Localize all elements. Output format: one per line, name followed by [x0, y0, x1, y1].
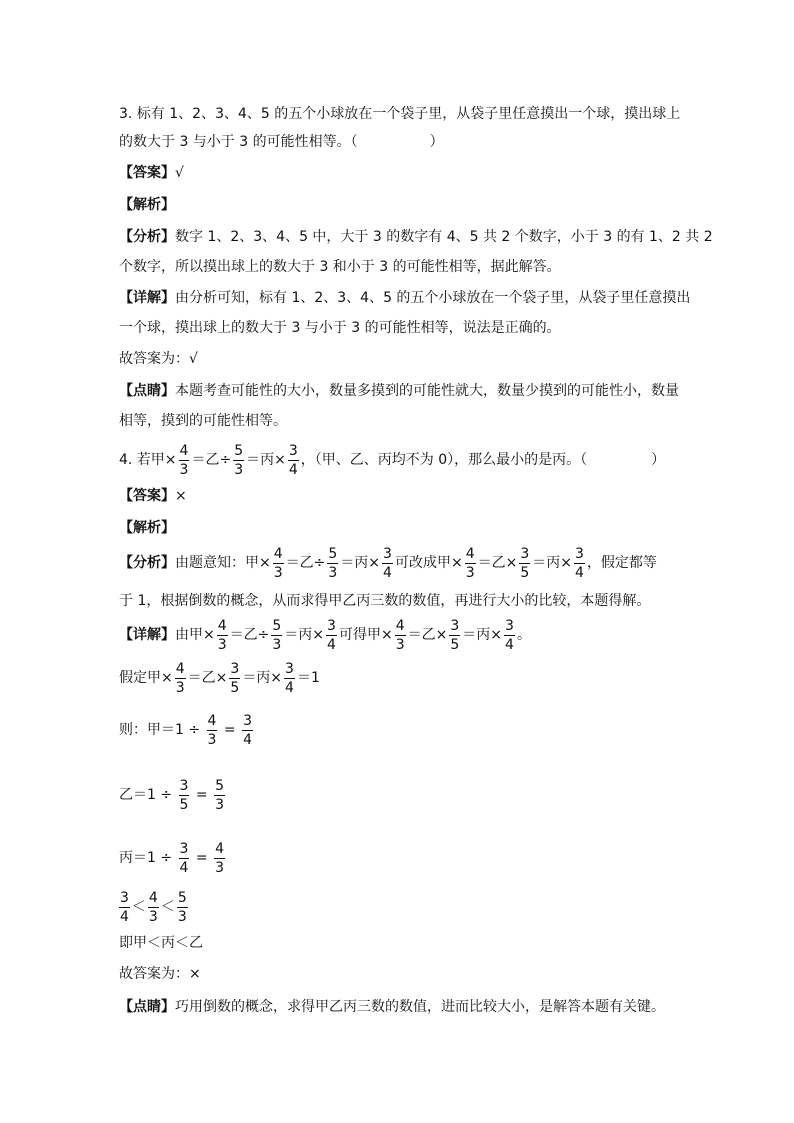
- fraction-3-4: [574, 547, 585, 580]
- q4-stem-text: ＝乙÷: [191, 452, 232, 468]
- answer-tag: 【答案】: [119, 488, 175, 504]
- denominator: 3: [148, 908, 158, 925]
- denominator: 3: [273, 564, 283, 581]
- q4-fenxi-line1: [119, 543, 657, 583]
- numerator: 4: [217, 617, 227, 634]
- fenxi-text: ＝丙×: [340, 555, 381, 571]
- fraction-4-3: [395, 619, 406, 652]
- fenxi-text: 数字 1、2、3、4、5 中，大于 3 的数字有 4、5 共 2 个数字，小于 3 的有 1、2 共 2: [175, 229, 713, 245]
- q4-guda-line: [119, 964, 201, 984]
- xiangjie-text: 由甲×: [175, 627, 215, 643]
- dianjing-text: 相等，摸到的可能性相等。: [119, 413, 287, 429]
- yi-text: 乙＝1 ÷: [119, 787, 177, 803]
- fenxi-text: ＝乙÷: [285, 555, 326, 571]
- q3-xiangjie-line2: [119, 318, 561, 338]
- denominator: 5: [520, 564, 530, 581]
- denominator: 5: [230, 679, 240, 696]
- fraction-3-4: [288, 444, 299, 477]
- fenxi-text: ＝乙×: [477, 555, 518, 571]
- q4-assume-line: [119, 658, 320, 698]
- denominator: 3: [215, 796, 225, 813]
- denominator: 3: [217, 636, 227, 653]
- q4-dianjing-line: [119, 997, 665, 1017]
- fraction-3-5: [449, 619, 460, 652]
- q4-stem-text: 4. 若甲×: [119, 452, 177, 468]
- fenxi-tag: 【分析】: [119, 555, 175, 571]
- numerator: 5: [272, 617, 282, 634]
- fraction-4-3: [217, 619, 228, 652]
- fraction-4-3: [273, 547, 284, 580]
- xiangjie-text: 由分析可知，标有 1、2、3、4、5 的五个小球放在一个袋子里，从袋子里任意摸出: [175, 290, 691, 306]
- fraction-3-5: [519, 547, 530, 580]
- final-answer-text: 故答案为：√: [119, 351, 198, 367]
- numerator: 4: [215, 840, 225, 857]
- fraction-3-4: [242, 714, 253, 747]
- q3-fenxi-line1: [119, 227, 713, 247]
- fraction-5-3: [327, 547, 338, 580]
- denominator: 3: [179, 461, 189, 478]
- denominator: 4: [285, 679, 294, 696]
- denominator: 3: [215, 859, 225, 876]
- fraction-4-3: [148, 891, 159, 924]
- denominator: 3: [234, 461, 244, 478]
- numerator: 3: [520, 545, 530, 562]
- fraction-3-5: [229, 662, 240, 695]
- numerator: 3: [450, 617, 460, 634]
- fenxi-text: 个数字，所以摸出球上的数大于 3 和小于 3 的可能性相等，据此解答。: [119, 259, 561, 275]
- fraction-4-3: [175, 662, 186, 695]
- q4-xiangjie-line: [119, 615, 531, 655]
- close-paren: ）: [429, 134, 444, 150]
- jiexi-tag: 【解析】: [119, 520, 175, 536]
- numerator: 4: [465, 545, 475, 562]
- equals-sign: =: [191, 850, 213, 866]
- numerator: 3: [230, 660, 240, 677]
- denominator: 3: [177, 908, 187, 925]
- numerator: 3: [243, 712, 253, 729]
- xiangjie-text: ＝丙×: [284, 627, 325, 643]
- q3-stem-text2: 的数大于 3 与小于 3 的可能性相等。（: [119, 134, 358, 150]
- xiangjie-text: 一个球，摸出球上的数大于 3 与小于 3 的可能性相等，说法是正确的。: [119, 320, 561, 336]
- q4-fenxi-line2: [119, 591, 650, 611]
- xiangjie-tag: 【详解】: [119, 627, 175, 643]
- fraction-3-4: [504, 619, 515, 652]
- denominator: 5: [450, 636, 460, 653]
- denominator: 4: [288, 461, 298, 478]
- numerator: 3: [383, 545, 392, 562]
- numerator: 3: [179, 777, 189, 794]
- denominator: 4: [383, 564, 392, 581]
- numerator: 3: [327, 617, 336, 634]
- fraction-4-3: [465, 547, 476, 580]
- fraction-4-3: [214, 842, 225, 875]
- less-than-sign: ＜: [160, 899, 175, 915]
- numerator: 4: [207, 712, 217, 729]
- xiangjie-text: ＝乙×: [407, 627, 448, 643]
- denominator: 3: [272, 636, 282, 653]
- fraction-3-4: [179, 842, 190, 875]
- numerator: 4: [395, 617, 405, 634]
- assume-text: ＝丙×: [242, 670, 283, 686]
- fraction-3-4: [382, 547, 393, 580]
- jiexi-tag: 【解析】: [119, 197, 175, 213]
- fraction-3-4: [119, 891, 130, 924]
- less-than-sign: ＜: [131, 899, 146, 915]
- fraction-3-4: [326, 619, 337, 652]
- numerator: 5: [177, 889, 187, 906]
- denominator: 3: [328, 564, 338, 581]
- numerator: 3: [575, 545, 584, 562]
- xiangjie-text: 。: [516, 627, 531, 643]
- q4-yi-line: [119, 775, 227, 815]
- numerator: 3: [505, 617, 514, 634]
- q4-bing-line: [119, 838, 227, 878]
- q3-stem-line2: [119, 132, 444, 152]
- denominator: 4: [179, 859, 189, 876]
- xiangjie-text: ＝丙×: [462, 627, 503, 643]
- q3-dianjing-line2: [119, 411, 287, 431]
- equals-sign: =: [191, 787, 213, 803]
- fraction-4-3: [207, 714, 218, 747]
- q4-jishi-line: [119, 933, 203, 953]
- denominator: 3: [465, 564, 475, 581]
- numerator: 3: [179, 840, 189, 857]
- q3-stem-text1: 3. 标有 1、2、3、4、5 的五个小球放在一个袋子里，从袋子里任意摸出一个球，摸出球上: [119, 106, 681, 122]
- q4-stem-text: ，（甲、乙、丙均不为 0），那么最小的是丙。（: [300, 452, 588, 468]
- q3-xiangjie-line1: [119, 288, 690, 308]
- numerator: 3: [120, 889, 129, 906]
- fenxi-text: ，假定都等: [586, 555, 657, 571]
- numerator: 5: [328, 545, 338, 562]
- fraction-5-3: [214, 779, 225, 812]
- denominator: 3: [207, 731, 217, 748]
- xiangjie-text: 可得甲×: [338, 627, 393, 643]
- dianjing-text: 巧用倒数的概念，求得甲乙丙三数的数值，进而比较大小，是解答本题有关键。: [175, 999, 665, 1015]
- dianjing-tag: 【点睛】: [119, 999, 175, 1015]
- numerator: 3: [288, 442, 298, 459]
- fenxi-text: 可改成甲×: [394, 555, 463, 571]
- q3-answer-line: [119, 163, 184, 183]
- denominator: 4: [575, 564, 584, 581]
- denominator: 5: [179, 796, 189, 813]
- fenxi-tag: 【分析】: [119, 229, 175, 245]
- fenxi-text: ＝丙×: [532, 555, 573, 571]
- fenxi-text: 由题意知：甲×: [175, 555, 271, 571]
- numerator: 3: [285, 660, 294, 677]
- denominator: 4: [327, 636, 336, 653]
- answer-value: √: [175, 165, 184, 181]
- fraction-4-3: [179, 444, 190, 477]
- numerator: 5: [215, 777, 225, 794]
- dianjing-text: 本题考查可能性的大小，数量多摸到的可能性就大，数量少摸到的可能性小，数量: [175, 383, 679, 399]
- fraction-5-3: [177, 891, 188, 924]
- fraction-3-4: [284, 662, 295, 695]
- jia-text: 则：甲＝1 ÷: [119, 722, 205, 738]
- close-paren: ）: [651, 452, 666, 468]
- q4-jiexi-line: [119, 518, 175, 538]
- xiangjie-tag: 【详解】: [119, 290, 175, 306]
- q4-answer-line: [119, 486, 187, 506]
- fraction-3-5: [179, 779, 190, 812]
- q4-compare-line: [119, 887, 190, 927]
- equals-sign: =: [219, 722, 241, 738]
- numerator: 5: [234, 442, 244, 459]
- fraction-5-3: [233, 444, 244, 477]
- q4-stem-text: ＝丙×: [246, 452, 286, 468]
- numerator: 4: [273, 545, 283, 562]
- denominator: 4: [505, 636, 514, 653]
- denominator: 3: [175, 679, 185, 696]
- denominator: 4: [243, 731, 253, 748]
- dianjing-tag: 【点睛】: [119, 383, 175, 399]
- assume-text: ＝乙×: [187, 670, 228, 686]
- denominator: 4: [120, 908, 129, 925]
- numerator: 4: [179, 442, 189, 459]
- q4-jia-line: [119, 710, 255, 750]
- final-answer-text: 故答案为：×: [119, 966, 201, 982]
- xiangjie-text: ＝乙÷: [229, 627, 270, 643]
- numerator: 4: [175, 660, 185, 677]
- denominator: 3: [395, 636, 405, 653]
- assume-text: ＝1: [296, 670, 320, 686]
- answer-value: ×: [175, 488, 187, 504]
- conclusion-text: 即甲＜丙＜乙: [119, 935, 203, 951]
- q3-fenxi-line2: [119, 257, 561, 277]
- answer-tag: 【答案】: [119, 165, 175, 181]
- numerator: 4: [148, 889, 158, 906]
- q3-dianjing-line1: [119, 381, 679, 401]
- assume-text: 假定甲×: [119, 670, 173, 686]
- bing-text: 丙＝1 ÷: [119, 850, 177, 866]
- q3-jiexi-line: [119, 195, 175, 215]
- q4-stem-line: [119, 440, 665, 480]
- fraction-5-3: [271, 619, 282, 652]
- q3-guda-line: [119, 349, 198, 369]
- fenxi-text: 于 1，根据倒数的概念，从而求得甲乙丙三数的数值，再进行大小的比较，本题得解。: [119, 593, 651, 609]
- q3-stem-line1: [119, 104, 680, 124]
